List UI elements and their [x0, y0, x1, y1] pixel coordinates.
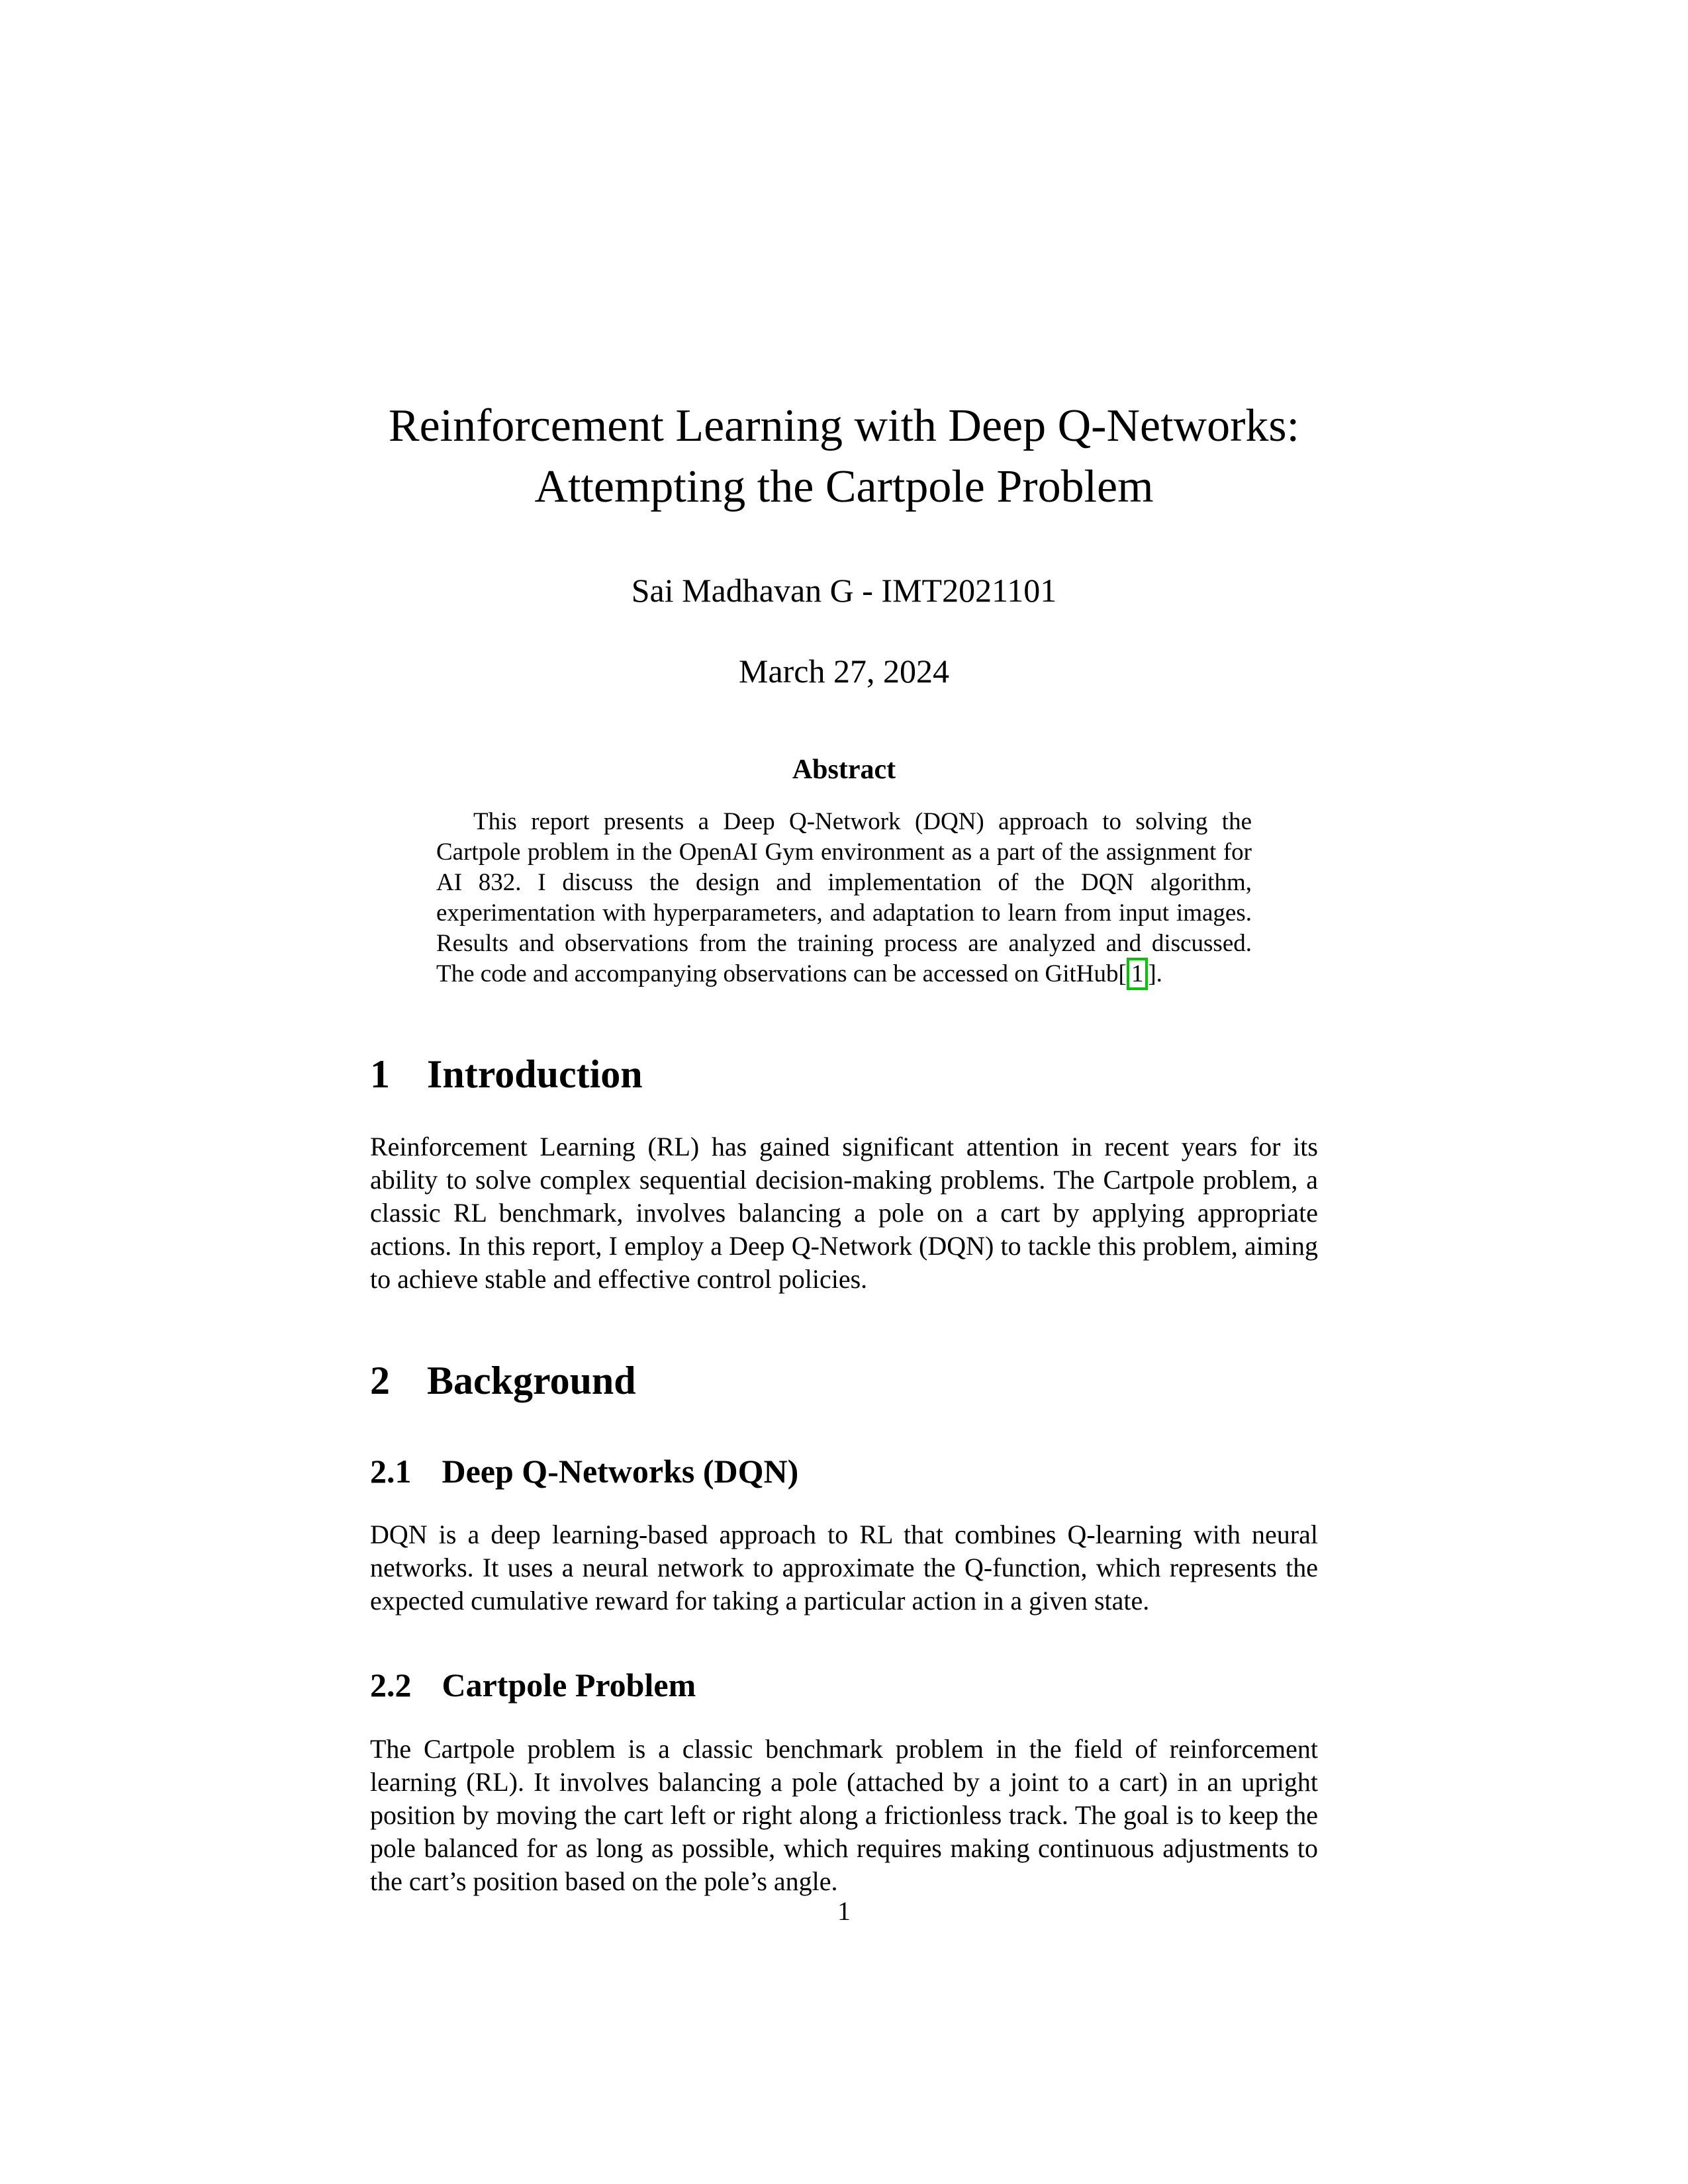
section-1-paragraph: Reinforcement Learning (RL) has gained significant attention in recent years for its ability to solve complex sequential decision-making problems. The Cartpole problem, a classic RL benchmark, involves balancing a pole on a cart by applying appropriate actions. In this report, I employ a Deep Q-Network (DQN) to tackle this problem, aiming to achieve stable and effective control policies.: [370, 1131, 1318, 1294]
section-2-title: Background: [427, 1358, 636, 1402]
section-2-heading: [370, 1358, 1318, 1404]
citation-link-1[interactable]: 1: [1127, 958, 1149, 990]
subsection-2-2-heading: [370, 1666, 1318, 1705]
abstract-text-before-citation: This report presents a Deep Q-Network (DQN) approach to solving the Cartpole problem in the OpenAI Gym environment as a part of the assignment for AI 832. I discuss the design and implementation of the DQN algorithm, experimentation with hyperparameters, and adaptation to learn from input images. Results and observations from the training process are analyzed and discussed. The code and accompanying observations can be accessed on GitHub: [436, 807, 1252, 987]
paper-title: [0, 396, 1688, 518]
citation-open-bracket: [: [1118, 960, 1127, 987]
text-column: [370, 754, 1318, 1898]
citation-close-bracket: ]: [1148, 960, 1156, 987]
subsection-2-2-number: 2.2: [370, 1666, 412, 1704]
section-1-title: Introduction: [427, 1052, 643, 1096]
subsection-2-1-paragraph: DQN is a deep learning-based approach to RL that combines Q-learning with neural networks. It uses a neural network to approximate the Q-function, which represents the expected cumulative reward for taking a particular action in a given state.: [370, 1520, 1318, 1616]
paper-title-line-2: Attempting the Cartpole Problem: [534, 461, 1154, 513]
subsection-2-2-title: Cartpole Problem: [442, 1666, 696, 1704]
date-line: March 27, 2024: [739, 652, 949, 690]
section-1-number: 1: [370, 1052, 390, 1096]
page-number: 1: [837, 1896, 851, 1926]
paper-title-line-1: Reinforcement Learning with Deep Q-Networks:: [388, 400, 1300, 451]
author-line: Sai Madhavan G - IMT2021101: [631, 571, 1057, 609]
subsection-2-2-paragraph: The Cartpole problem is a classic benchmark problem in the field of reinforcement learning (RL). It involves balancing a pole (attached by a joint to a cart) in an upright position by moving the cart left or right along a frictionless track. The goal is to keep the pole balanced for as long as possible, which requires making continuous adjustments to the cart’s position based on the pole’s angle.: [370, 1733, 1318, 1896]
subsection-2-1-number: 2.1: [370, 1452, 412, 1490]
section-2-number: 2: [370, 1358, 390, 1402]
abstract-text: [436, 807, 1252, 989]
abstract-heading: Abstract: [792, 754, 896, 785]
abstract-text-after-citation: .: [1156, 960, 1162, 987]
subsection-2-1-title: Deep Q-Networks (DQN): [442, 1452, 799, 1490]
abstract-section: [370, 754, 1318, 989]
title-block: [0, 0, 1688, 690]
subsection-2-1-heading: [370, 1453, 1318, 1491]
section-1-heading: [370, 1052, 1318, 1097]
